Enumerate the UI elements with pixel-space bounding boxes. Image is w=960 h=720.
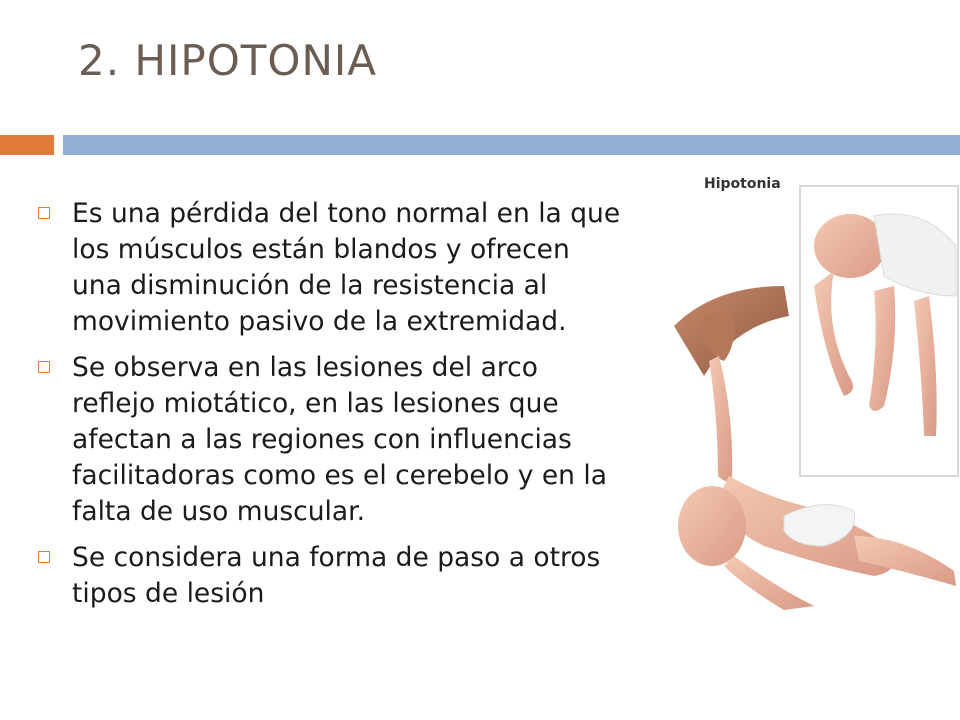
square-bullet-icon	[38, 551, 50, 563]
accent-bar-blue	[63, 135, 960, 155]
square-bullet-icon	[38, 361, 50, 373]
hypotonia-photo	[674, 176, 960, 610]
photo-caption: Hipotonia	[704, 176, 781, 192]
bullet-item	[38, 196, 628, 340]
bullet-text: Es una pérdida del tono normal en la que los músculos están blandos y ofrecen una disminución de la resistencia al movimiento pasivo de la extremidad.	[72, 198, 621, 337]
bullet-text: Se observa en las lesiones del arco reflejo miotático, en las lesiones que afectan a las regiones con influencias facilitadoras como es el cerebelo y en la falta de uso muscular.	[72, 352, 607, 527]
bullet-item	[38, 540, 628, 612]
accent-bar-orange	[0, 135, 54, 155]
bullet-text: Se considera una forma de paso a otros tipos de lesión	[72, 542, 601, 609]
hypotonia-illustration	[674, 176, 960, 610]
bullet-item	[38, 350, 628, 530]
slide-title: 2. HIPOTONIA	[78, 36, 378, 85]
square-bullet-icon	[38, 207, 50, 219]
bullet-list	[38, 196, 628, 622]
